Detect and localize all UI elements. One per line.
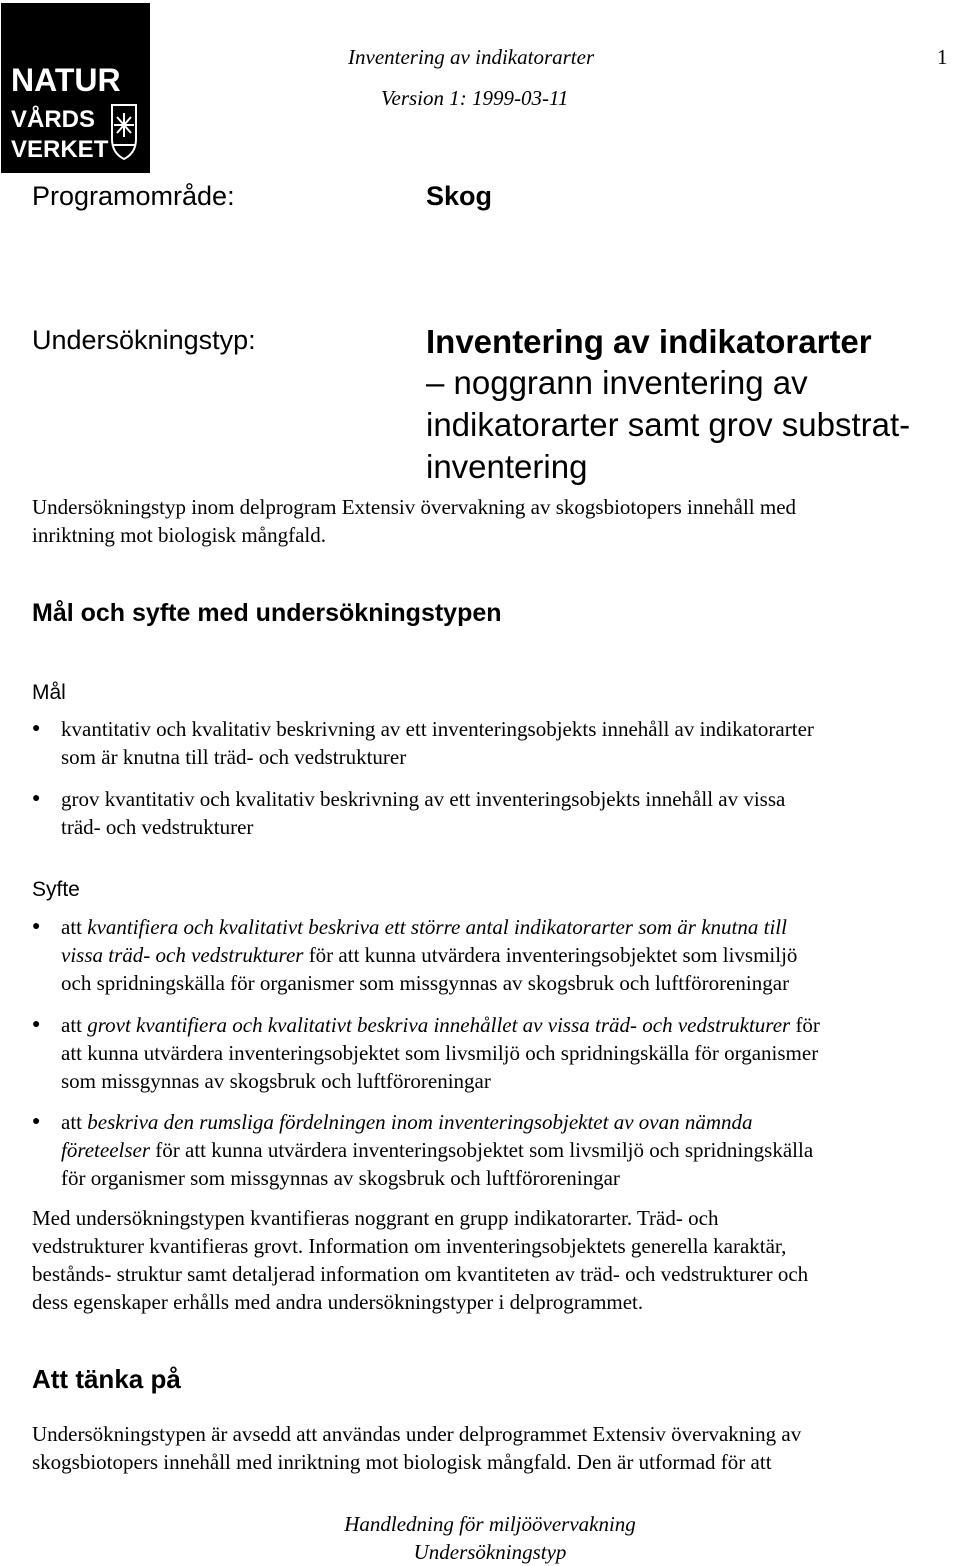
- logo-text-verket: VERKET: [11, 136, 109, 163]
- summary-line: vedstrukturer kvantifieras grovt. Information om inventeringsobjektets generella karaktär,: [32, 1234, 787, 1258]
- survey-subtitle-line: indikatorarter samt grov substrat-: [426, 406, 911, 443]
- consider-heading: Att tänka på: [32, 1364, 181, 1394]
- syfte-text: att: [61, 1013, 88, 1037]
- syfte-item: [61, 1011, 820, 1095]
- survey-subtitle-line: – noggrann inventering av: [426, 364, 808, 401]
- mal-item-line: träd- och vedstrukturer: [61, 815, 254, 839]
- bullet-icon: ●: [32, 791, 41, 806]
- bullet-icon: ●: [32, 1017, 41, 1032]
- syfte-italic-text: beskriva den rumsliga fördelningen inom inventeringsobjektet av ovan nämnda: [87, 1110, 753, 1134]
- summary-paragraph: [32, 1204, 808, 1316]
- mal-heading: Mål: [32, 681, 66, 704]
- syfte-italic-text: företeelser: [61, 1138, 151, 1162]
- naturvardsverket-logo: [1, 3, 150, 173]
- crest-emblem-icon: [109, 103, 139, 161]
- syfte-text: som missgynnas av skogsbruk och luftföroreningar: [61, 1069, 491, 1093]
- mal-item-line: kvantitativ och kvalitativ beskrivning av ett inventeringsobjekts innehåll av indikatorarter: [61, 717, 814, 741]
- survey-title: Inventering av indikatorarter: [426, 323, 872, 360]
- syfte-text: för att kunna utvärdera inventeringsobjektet som livsmiljö: [303, 943, 798, 967]
- goals-heading: Mål och syfte med undersökningstypen: [32, 599, 502, 627]
- mal-item: [61, 785, 785, 841]
- syfte-item: [61, 1108, 813, 1192]
- survey-description-line: inriktning mot biologisk mångfald.: [32, 523, 326, 547]
- syfte-heading: Syfte: [32, 878, 80, 901]
- syfte-text: för: [790, 1013, 820, 1037]
- header-version: Version 1: 1999-03-11: [381, 86, 569, 110]
- mal-item-line: grov kvantitativ och kvalitativ beskrivning av ett inventeringsobjekts innehåll av vissa: [61, 787, 786, 811]
- syfte-text: att: [61, 1110, 88, 1134]
- program-area-label: Programområde:: [32, 181, 235, 211]
- footer: [0, 1510, 960, 1566]
- bullet-icon: ●: [32, 1114, 41, 1129]
- page-number: 1: [937, 45, 948, 69]
- header-title: Inventering av indikatorarter: [348, 45, 595, 69]
- syfte-italic-text: grovt kvantifiera och kvalitativt beskriva innehållet av vissa träd- och vedstrukturer: [87, 1013, 791, 1037]
- footer-line: Handledning för miljöövervakning: [344, 1512, 636, 1536]
- syfte-text: att kunna utvärdera inventeringsobjektet som livsmiljö och spridningskälla för organismer: [61, 1041, 819, 1065]
- consider-line: skogsbiotopers innehåll med inriktning mot biologisk mångfald. Den är utformad för att: [32, 1450, 772, 1474]
- summary-line: bestånds- struktur samt detaljerad information om kvantiteten av träd- och vedstrukturer och: [32, 1262, 809, 1286]
- logo-text-natur: NATUR: [11, 62, 121, 98]
- summary-line: dess egenskaper erhålls med andra undersökningstyper i delprogrammet.: [32, 1290, 644, 1314]
- survey-type-label: Undersökningstyp:: [32, 325, 256, 355]
- program-area-value: Skog: [426, 181, 493, 211]
- syfte-text: att: [61, 915, 88, 939]
- syfte-text: för organismer som missgynnas av skogsbruk och luftföroreningar: [61, 1166, 620, 1190]
- summary-line: Med undersökningstypen kvantifieras noggrant en grupp indikatorarter. Träd- och: [32, 1206, 719, 1230]
- survey-description-line: Undersökningstyp inom delprogram Extensiv övervakning av skogsbiotopers innehåll med: [32, 495, 797, 519]
- survey-subtitle-line: inventering: [426, 448, 588, 485]
- bullet-icon: ●: [32, 721, 41, 736]
- consider-line: Undersökningstypen är avsedd att användas under delprogrammet Extensiv övervakning av: [32, 1422, 802, 1446]
- mal-item: [61, 715, 814, 771]
- syfte-text: för att kunna utvärdera inventeringsobjektet som livsmiljö och spridningskälla: [150, 1138, 814, 1162]
- consider-paragraph: [32, 1420, 801, 1476]
- bullet-icon: ●: [32, 919, 41, 934]
- mal-item-line: som är knutna till träd- och vedstrukturer: [61, 745, 407, 769]
- syfte-italic-text: vissa träd- och vedstrukturer: [61, 943, 304, 967]
- footer-line: Undersökningstyp: [413, 1540, 567, 1564]
- syfte-item: [61, 913, 797, 997]
- logo-text-vards: VÅRDS: [11, 106, 96, 133]
- syfte-italic-text: kvantifiera och kvalitativt beskriva ett större antal indikatorarter som är knutna till: [87, 915, 787, 939]
- syfte-text: och spridningskälla för organismer som missgynnas av skogsbruk och luftföroreningar: [61, 971, 790, 995]
- survey-description: [32, 493, 796, 549]
